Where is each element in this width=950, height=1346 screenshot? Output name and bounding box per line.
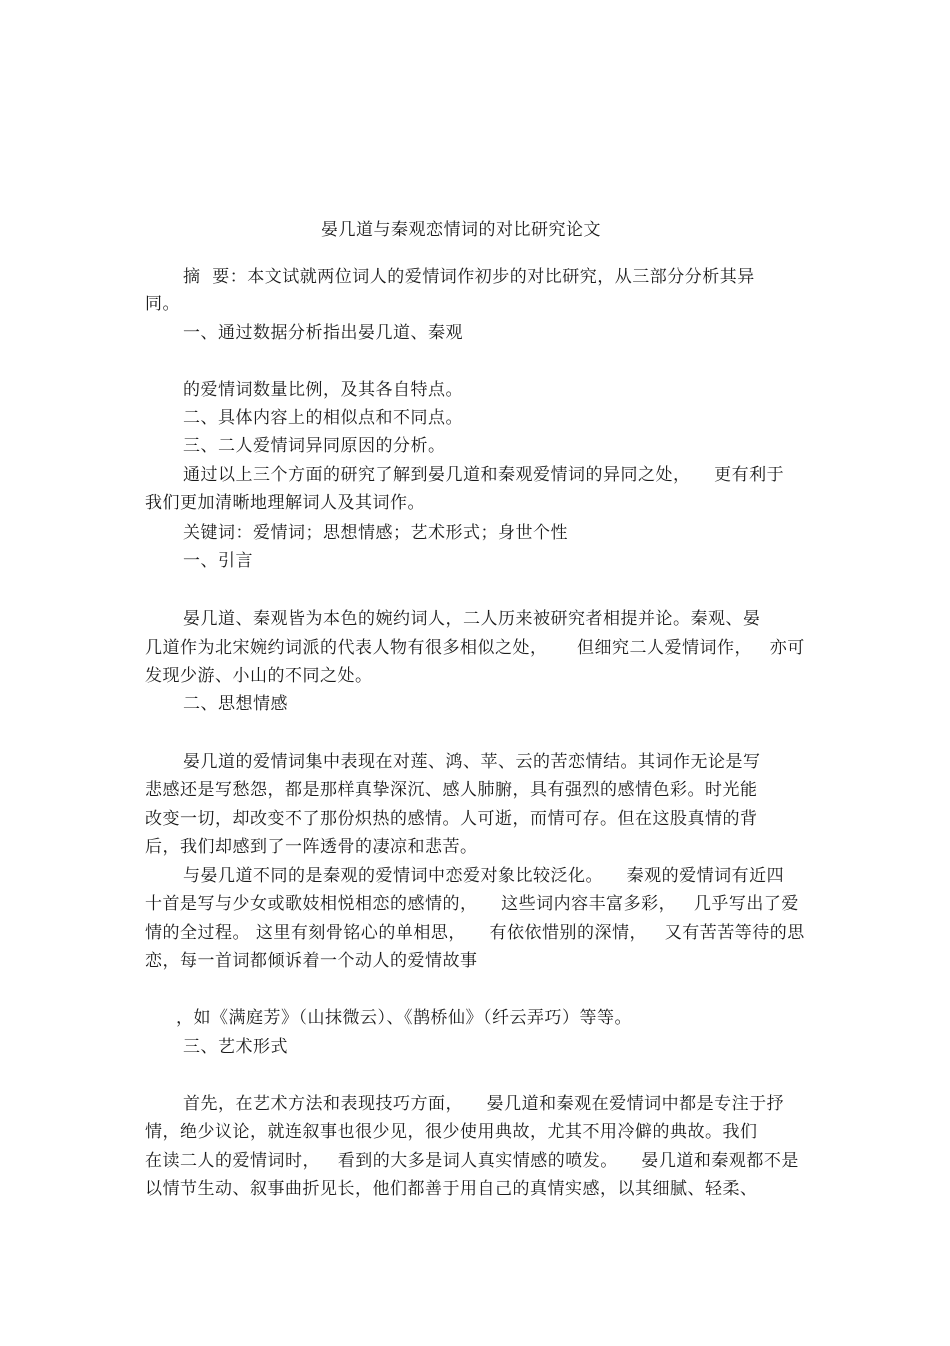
body-line: 情，绝少议论，就连叙事也很少见，很少使用典故，尤其不用冷僻的典故。我们 — [145, 1122, 758, 1142]
body-line: ，如《满庭芳》（山抹微云）、《鹊桥仙》（纤云弄巧）等等。 — [176, 1008, 632, 1028]
abstract-line: 摘 要：本文试就两位词人的爱情词作初步的对比研究，从三部分分析其异 — [183, 267, 755, 287]
body-line: 几道作为北宋婉约词派的代表人物有很多相似之处， 但细究二人爱情词作， 亦可 — [145, 638, 805, 658]
body-line: 晏几道、秦观皆为本色的婉约词人，二人历来被研究者相提并论。秦观、晏 — [183, 609, 761, 629]
body-line: 情的全过程。 这里有刻骨铭心的单相思， 有依依惜别的深情， 又有苦苦等待的思 — [145, 923, 805, 943]
abstract-line: 我们更加清晰地理解词人及其词作。 — [145, 493, 425, 513]
body-line: 晏几道的爱情词集中表现在对莲、鸿、苹、云的苦恋情结。其词作无论是写 — [183, 752, 761, 772]
body-line: 发现少游、小山的不同之处。 — [145, 666, 373, 686]
abstract-line: 同。 — [145, 294, 180, 314]
abstract-line: 二、具体内容上的相似点和不同点。 — [183, 408, 463, 428]
section-heading: 二、思想情感 — [183, 694, 288, 714]
body-line: 与晏几道不同的是秦观的爱情词中恋爱对象比较泛化。 秦观的爱情词有近四 — [183, 866, 785, 886]
section-heading: 三、艺术形式 — [183, 1037, 288, 1057]
body-line: 悲感还是写愁怨，都是那样真挚深沉、感人肺腑，具有强烈的感情色彩。时光能 — [145, 780, 758, 800]
body-line: 改变一切，却改变不了那份炽热的感情。人可逝，而情可存。但在这股真情的背 — [145, 809, 758, 829]
keywords-line: 关键词：爱情词；思想情感；艺术形式；身世个性 — [183, 523, 568, 543]
body-line: 恋，每一首词都倾诉着一个动人的爱情故事 — [145, 951, 478, 971]
document-title: 晏几道与秦观恋情词的对比研究论文 — [321, 220, 601, 240]
abstract-line: 通过以上三个方面的研究了解到晏几道和秦观爱情词的异同之处， 更有利于 — [183, 465, 785, 485]
section-heading: 一、引言 — [183, 551, 253, 571]
body-line: 首先，在艺术方法和表现技巧方面， 晏几道和秦观在爱情词中都是专注于抒 — [183, 1094, 785, 1114]
abstract-line: 一、通过数据分析指出晏几道、秦观 — [183, 323, 463, 343]
body-line: 后，我们却感到了一阵透骨的凄凉和悲苦。 — [145, 837, 478, 857]
body-line: 在读二人的爱情词时， 看到的大多是词人真实情感的喷发。 晏几道和秦观都不是 — [145, 1151, 799, 1171]
abstract-line: 三、二人爱情词异同原因的分析。 — [183, 436, 446, 456]
body-line: 十首是写与少女或歌妓相悦相恋的感情的， 这些词内容丰富多彩， 几乎写出了爱 — [145, 894, 799, 914]
abstract-line: 的爱情词数量比例，及其各自特点。 — [183, 380, 463, 400]
body-line: 以情节生动、叙事曲折见长，他们都善于用自己的真情实感，以其细腻、轻柔、 — [145, 1179, 758, 1199]
